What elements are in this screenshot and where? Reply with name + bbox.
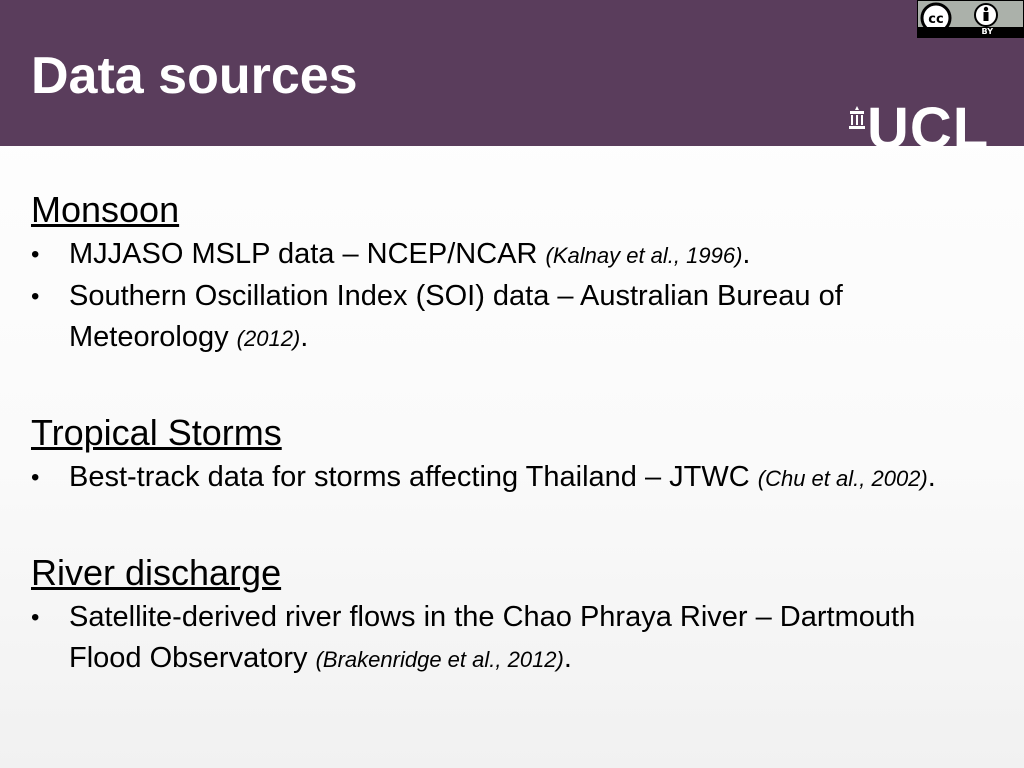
citation: (2012) xyxy=(236,326,301,351)
cc-license-badge xyxy=(917,0,1024,38)
bullet-icon: • xyxy=(31,464,40,491)
section-monsoon xyxy=(31,186,991,359)
item-text: Southern Oscillation Index (SOI) data – Australian Bureau of Meteorology xyxy=(69,280,843,353)
slide-body xyxy=(31,186,991,706)
section-river-discharge xyxy=(31,549,991,680)
citation: (Brakenridge et al., 2012) xyxy=(315,647,564,672)
list-item xyxy=(31,457,991,499)
item-text: MJJASO MSLP data – NCEP/NCAR xyxy=(69,238,546,270)
item-end: . xyxy=(563,642,572,674)
list-item xyxy=(31,234,991,276)
bullet-list xyxy=(31,457,991,499)
ucl-logo xyxy=(845,96,995,161)
item-text: Satellite-derived river flows in the Chao Phraya River – Dartmouth Flood Observatory xyxy=(69,601,916,674)
ucl-wordmark: UCL xyxy=(867,96,990,161)
svg-text:cc: cc xyxy=(928,12,944,27)
attribution-icon xyxy=(975,4,997,26)
bullet-list xyxy=(31,597,991,680)
slide-title: Data sources xyxy=(31,47,358,105)
bullet-icon: • xyxy=(31,241,40,268)
section-heading: River discharge xyxy=(31,552,282,593)
slide-header xyxy=(0,0,1024,161)
bullet-icon: • xyxy=(31,283,40,310)
item-end: . xyxy=(927,461,936,493)
license-by-label: BY xyxy=(981,27,993,36)
list-item xyxy=(31,597,991,680)
section-heading: Tropical Storms xyxy=(31,412,282,453)
item-end: . xyxy=(742,238,751,270)
item-end: . xyxy=(300,321,309,353)
license-bar xyxy=(918,27,1023,37)
ucl-portico-icon xyxy=(847,106,867,132)
citation: (Chu et al., 2002) xyxy=(757,466,928,491)
list-item xyxy=(31,276,991,359)
section-tropical-storms xyxy=(31,409,991,499)
bullet-icon: • xyxy=(31,604,40,631)
citation: (Kalnay et al., 1996) xyxy=(545,243,743,268)
bullet-list xyxy=(31,234,991,359)
section-heading: Monsoon xyxy=(31,189,180,230)
item-text: Best-track data for storms affecting Thailand – JTWC xyxy=(69,461,758,493)
